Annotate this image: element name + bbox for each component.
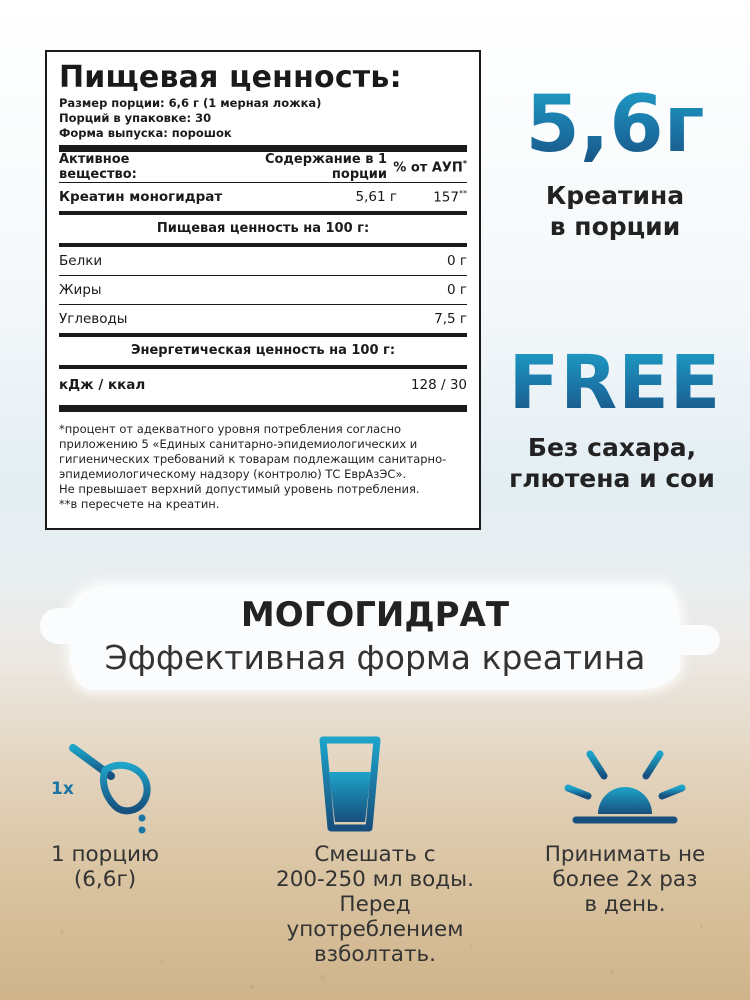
active-percent-mark: ** [459,188,467,198]
facts-title: Пищевая ценность: [59,60,402,95]
sunrise-icon-svg [560,730,690,835]
step-caption-1 [30,842,180,892]
product-form: Форма выпуска: порошок [59,126,232,140]
scoop-icon-svg [45,730,175,835]
nutrient-row [59,305,467,333]
glass-icon-svg [285,730,415,835]
active-amount: 5,61 г [355,189,397,205]
active-percent-value: 157 [433,189,459,206]
caption-line: 1 порцию [50,842,160,867]
caption-line: в порции [549,212,681,241]
scoop-badge: 1x [51,779,74,799]
footnote-line: Не превышает верхний допустимый уровень потребления. [59,482,420,496]
nutrition-facts-panel [45,50,481,530]
footnote-line: **в пересчете на креатин. [59,497,220,511]
caption-line: взболтать. [314,942,436,967]
caption-line: Смешать с [314,842,436,867]
divider-thick [59,145,467,152]
nutrient-row [59,247,467,275]
creatine-amount-big: 5,6г [500,80,730,170]
header-active: Активное вещество: [59,152,137,182]
sunrise-icon [560,730,690,835]
caption-line: 200-250 мл воды. [276,867,474,892]
serving-size: Размер порции: 6,6 г (1 мерная ложка) [59,96,322,110]
active-row [59,183,467,211]
step-caption-3 [525,842,725,917]
caption-line: Принимать не [544,842,706,867]
free-big: FREE [490,340,740,426]
footnote [59,422,467,512]
nutrient-value: 0 г [447,253,467,269]
footnote-line: гигиенических требований к товарам подлежащим санитарно- [59,452,447,466]
caption-line: более 2х раз [552,867,698,892]
banner-subtitle: Эффективная форма креатина [104,638,646,677]
header-percent [387,159,467,175]
facts-header-row [59,152,467,182]
active-percent [397,189,467,206]
energy-title: Энергетическая ценность на 100 г: [130,343,396,358]
header-amount: Содержание в 1 порции [264,152,387,182]
nutrient-value: 7,5 г [434,311,467,327]
energy-name: кДж / ккал [59,377,146,393]
nutrient-name: Углеводы [59,311,128,327]
header-percent-label: % от АУП [393,160,463,176]
footnote-line: эпидемиологическому надзору (контролю) ТС ЕврАзЭС». [59,467,407,481]
header-percent-mark: * [462,158,467,168]
creatine-amount-caption [500,180,730,242]
energy-row [59,369,467,401]
caption-line: Креатина [545,181,685,210]
glass-icon [285,730,415,835]
caption-line: в день. [584,892,666,917]
active-name: Креатин моногидрат [59,189,223,205]
nutrient-row [59,276,467,304]
footnote-line: *процент от адекватного уровня потребления согласно [59,422,402,436]
caption-line: глютена и сои [509,464,715,493]
caption-line: Перед употреблением [286,892,464,942]
free-caption [482,432,742,494]
servings-per-container: Порций в упаковке: 30 [59,111,212,125]
nutrient-name: Жиры [59,282,102,298]
nutrient-value: 0 г [447,282,467,298]
step-caption-2 [255,842,495,967]
scoop-icon [45,730,175,835]
footnote-line: приложению 5 «Единых санитарно-эпидемиологических и [59,437,418,451]
divider-thick [59,405,467,412]
per100-title: Пищевая ценность на 100 г: [156,221,370,236]
caption-line: Без сахара, [527,433,697,462]
caption-line: (6,6г) [73,867,137,892]
energy-value: 128 / 30 [410,377,467,393]
nutrient-name: Белки [59,253,103,269]
banner-title: МОГОГИДРАТ [240,595,510,635]
